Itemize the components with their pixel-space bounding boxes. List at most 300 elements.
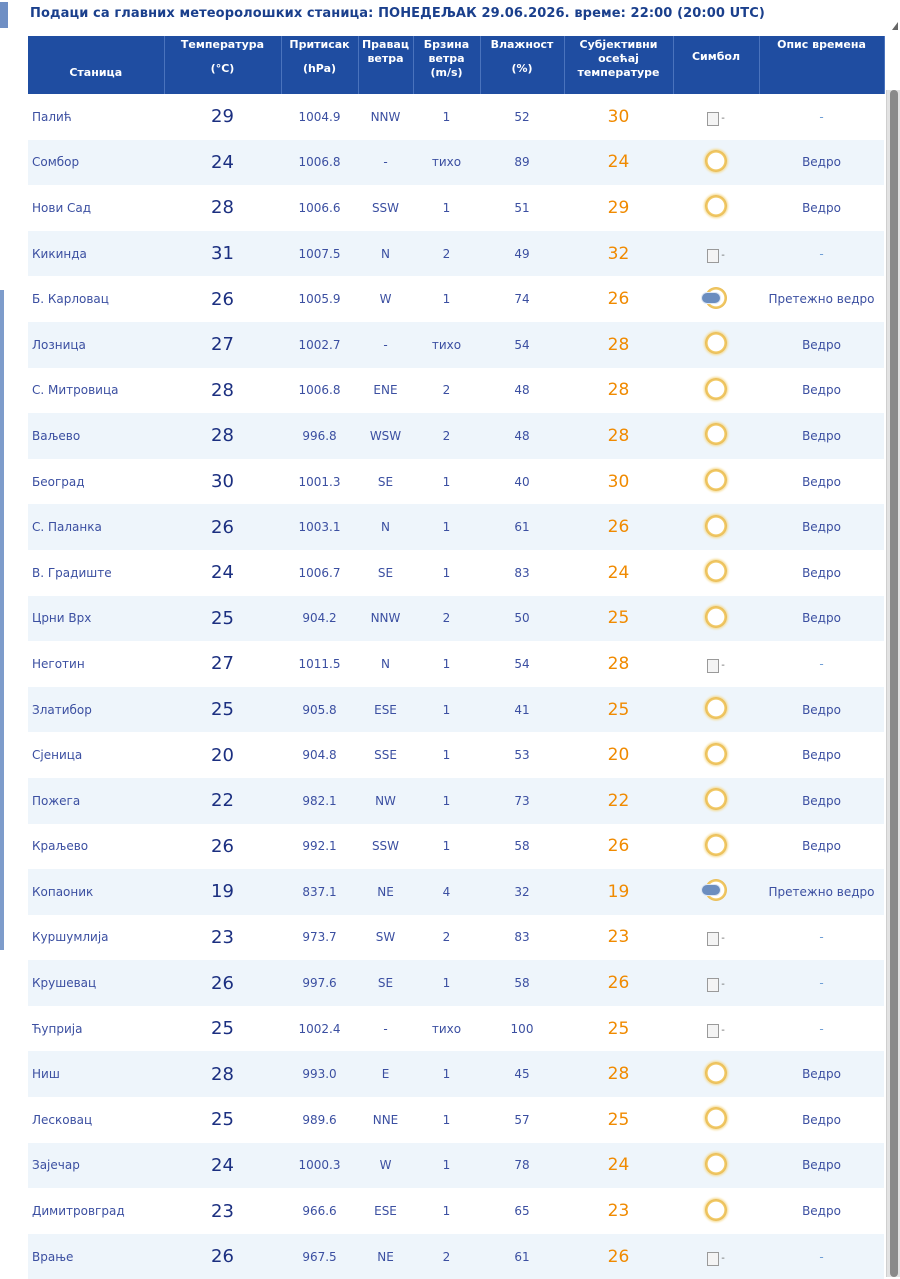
left-accent-bar-top — [0, 2, 8, 28]
feels-like-value: 32 — [564, 231, 673, 277]
humidity-value: 53 — [514, 748, 530, 763]
table-row — [28, 1097, 884, 1143]
wind-direction-value: - — [358, 140, 413, 186]
broken-image-icon: - — [707, 113, 725, 124]
temperature-value: 28 — [164, 413, 281, 459]
feels-like-value: 28 — [607, 380, 630, 401]
station-name: Сомбор — [28, 140, 164, 186]
station-name: С. Паланка — [28, 504, 164, 550]
wind-speed-value: 1 — [442, 109, 451, 124]
pressure-value: 982.1 — [281, 778, 358, 824]
wind-direction-value: SE — [358, 960, 413, 1006]
table-row — [28, 596, 884, 642]
humidity-value: 100 — [510, 1021, 534, 1036]
pressure-value: 837.1 — [281, 869, 358, 915]
humidity-value: 89 — [480, 140, 564, 186]
weather-description: Ведро — [802, 565, 841, 580]
wind-speed-value: 1 — [442, 200, 451, 215]
temperature-value: 25 — [164, 687, 281, 733]
feels-like-value: 25 — [564, 596, 673, 642]
table-row — [28, 185, 884, 231]
wind-speed-value: 1 — [442, 748, 451, 763]
temperature-value: 27 — [211, 653, 234, 675]
humidity-value: 52 — [514, 109, 530, 124]
humidity-value: 61 — [480, 504, 564, 550]
station-name: Ћуприја — [32, 1021, 83, 1036]
temperature-value: 28 — [211, 197, 234, 219]
wind-speed-value: 1 — [442, 474, 451, 489]
pressure-value: 905.8 — [281, 687, 358, 733]
symbol-cell — [673, 459, 759, 505]
humidity-value: 51 — [514, 200, 530, 215]
pressure-value: 997.6 — [281, 960, 358, 1006]
sun-icon — [705, 1199, 727, 1221]
feels-like-value: 26 — [607, 289, 630, 310]
symbol-cell — [673, 1234, 759, 1279]
feels-like-value: 26 — [564, 960, 673, 1006]
humidity-value: 58 — [514, 839, 530, 854]
humidity-value: 83 — [514, 930, 530, 945]
pressure-value: 904.2 — [281, 596, 358, 642]
table-header-row — [28, 36, 884, 94]
symbol-cell — [673, 185, 759, 231]
pressure-value: 1006.6 — [298, 200, 341, 215]
temperature-value: 28 — [211, 379, 234, 401]
pressure-value: 1004.9 — [298, 109, 341, 124]
table-row — [28, 140, 884, 186]
sun-icon — [705, 1062, 727, 1084]
station-name: Сјеница — [32, 748, 83, 763]
station-name: Пожега — [28, 778, 164, 824]
humidity-value: 54 — [480, 322, 564, 368]
wind-speed-value: 1 — [413, 1051, 480, 1097]
header-pressure: Притисак (hPa) — [281, 36, 358, 94]
header-wind-speed: Брзина ветра (m/s) — [413, 36, 480, 94]
temperature-value: 26 — [211, 835, 234, 857]
sun-icon — [705, 515, 727, 537]
weather-table — [28, 36, 885, 1279]
broken-image-icon: - — [707, 979, 725, 990]
table-row — [28, 413, 884, 459]
table-row — [28, 641, 884, 687]
temperature-value: 20 — [211, 744, 234, 766]
table-row — [28, 459, 884, 505]
sun-cloud-icon — [705, 879, 727, 901]
feels-like-value: 24 — [564, 1143, 673, 1189]
symbol-cell — [673, 140, 759, 186]
station-name: Лесковац — [32, 1112, 93, 1127]
station-name: Ниш — [28, 1051, 164, 1097]
wind-direction-value: SE — [377, 474, 394, 489]
table-row — [28, 276, 884, 322]
pressure-value: 904.8 — [302, 748, 337, 763]
wind-speed-value: 1 — [442, 839, 451, 854]
weather-description: - — [819, 656, 824, 671]
feels-like-value: 30 — [607, 106, 630, 127]
feels-like-value: 26 — [607, 836, 630, 857]
feels-like-value: 25 — [564, 687, 673, 733]
symbol-cell — [673, 915, 759, 961]
wind-direction-value: N — [358, 231, 413, 277]
symbol-cell — [673, 732, 759, 778]
station-name: Неготин — [32, 656, 85, 671]
sun-icon — [705, 1153, 727, 1175]
symbol-cell — [673, 1188, 759, 1234]
wind-speed-value: 2 — [413, 231, 480, 277]
scrollbar-track[interactable] — [886, 90, 900, 1277]
symbol-cell — [673, 231, 759, 277]
station-name: В. Градиште — [32, 565, 112, 580]
pressure-value: 1011.5 — [298, 656, 341, 671]
symbol-cell — [673, 1143, 759, 1189]
temperature-value: 24 — [164, 140, 281, 186]
weather-description: Ведро — [802, 474, 841, 489]
station-name: Београд — [32, 474, 85, 489]
wind-speed-value: 1 — [442, 656, 451, 671]
temperature-value: 24 — [211, 562, 234, 584]
table-row — [28, 231, 884, 277]
wind-speed-value: 1 — [413, 1143, 480, 1189]
table-row — [28, 368, 884, 414]
station-name: Крушевац — [28, 960, 164, 1006]
wind-speed-value: 4 — [413, 869, 480, 915]
symbol-cell — [673, 869, 759, 915]
wind-direction-value: NNW — [358, 596, 413, 642]
temperature-value: 26 — [164, 504, 281, 550]
sun-icon — [705, 606, 727, 628]
sun-icon — [705, 834, 727, 856]
table-row — [28, 960, 884, 1006]
wind-speed-value: 1 — [442, 565, 451, 580]
table-row — [28, 1188, 884, 1234]
weather-description: Ведро — [759, 140, 884, 186]
sun-icon — [705, 469, 727, 491]
weather-description: - — [759, 1234, 884, 1279]
station-name: Лозница — [28, 322, 164, 368]
wind-direction-value: N — [381, 656, 390, 671]
temperature-value: 27 — [164, 322, 281, 368]
pressure-value: 1002.7 — [281, 322, 358, 368]
symbol-cell — [673, 1006, 759, 1052]
temperature-value: 23 — [211, 926, 234, 948]
table-row — [28, 869, 884, 915]
station-name: Зајечар — [28, 1143, 164, 1189]
broken-image-icon: - — [707, 1253, 725, 1264]
temperature-value: 22 — [164, 778, 281, 824]
left-accent-bar — [0, 290, 4, 950]
pressure-value: 966.6 — [302, 1204, 337, 1219]
humidity-value: 73 — [480, 778, 564, 824]
temperature-value: 26 — [164, 960, 281, 1006]
feels-like-value: 19 — [564, 869, 673, 915]
feels-like-value: 23 — [607, 927, 630, 948]
wind-speed-value: 1 — [442, 1204, 451, 1219]
station-name: Б. Карловац — [32, 292, 109, 307]
sun-icon — [705, 150, 727, 172]
symbol-cell — [673, 596, 759, 642]
pressure-value: 967.5 — [281, 1234, 358, 1279]
symbol-cell — [673, 687, 759, 733]
feels-like-value: 28 — [564, 1051, 673, 1097]
pressure-value: 1005.9 — [298, 292, 341, 307]
sun-icon — [705, 423, 727, 445]
wind-direction-value: SW — [375, 930, 396, 945]
station-name: Кикинда — [28, 231, 164, 277]
humidity-value: 50 — [480, 596, 564, 642]
weather-description: Претежно ведро — [759, 869, 884, 915]
feels-like-value: 29 — [607, 197, 630, 218]
pressure-value: 1003.1 — [281, 504, 358, 550]
humidity-value: 48 — [514, 383, 530, 398]
weather-description: - — [759, 231, 884, 277]
scrollbar-thumb[interactable] — [890, 90, 898, 1277]
temperature-value: 26 — [211, 288, 234, 310]
station-name: Црни Врх — [28, 596, 164, 642]
wind-direction-value: ESE — [358, 687, 413, 733]
temperature-value: 23 — [211, 1200, 234, 1222]
broken-image-icon: - — [707, 933, 725, 944]
wind-direction-value: NE — [358, 1234, 413, 1279]
table-row — [28, 94, 884, 140]
temperature-value: 19 — [164, 869, 281, 915]
feels-like-value: 20 — [607, 745, 630, 766]
wind-direction-value: E — [358, 1051, 413, 1097]
table-row — [28, 824, 884, 870]
table-row — [28, 1006, 884, 1052]
wind-direction-value: SE — [377, 565, 394, 580]
weather-description: Ведро — [759, 322, 884, 368]
station-name: Куршумлија — [32, 930, 109, 945]
page-title: Подаци са главних метеоролошких станица: ПОНЕДЕЉАК 29.06.2026. време: 22:00 (20:00 UTC) — [30, 6, 765, 21]
weather-description: Ведро — [759, 687, 884, 733]
temperature-value: 26 — [164, 1234, 281, 1279]
weather-description: Ведро — [802, 1204, 841, 1219]
station-name: Палић — [32, 109, 72, 124]
feels-like-value: 22 — [564, 778, 673, 824]
temperature-value: 28 — [164, 1051, 281, 1097]
header-symbol: Симбол — [673, 36, 759, 94]
wind-direction-value: ENE — [373, 383, 398, 398]
feels-like-value: 26 — [564, 504, 673, 550]
feels-like-value: 25 — [607, 1109, 630, 1130]
weather-description: Ведро — [759, 1143, 884, 1189]
wind-direction-value: SSW — [371, 200, 400, 215]
pressure-value: 1002.4 — [298, 1021, 341, 1036]
humidity-value: 45 — [480, 1051, 564, 1097]
wind-direction-value: W — [358, 1143, 413, 1189]
temperature-value: 29 — [211, 106, 234, 128]
wind-speed-value: 1 — [442, 292, 451, 307]
table-row — [28, 732, 884, 778]
pressure-value: 1007.5 — [281, 231, 358, 277]
wind-direction-value: WSW — [358, 413, 413, 459]
table-row — [28, 550, 884, 596]
wind-speed-value: 1 — [413, 687, 480, 733]
wind-direction-value: NNE — [372, 1112, 399, 1127]
weather-description: - — [819, 930, 824, 945]
header-wind-direction: Правац ветра — [358, 36, 413, 94]
symbol-cell — [673, 322, 759, 368]
symbol-cell — [673, 94, 759, 140]
pressure-value: 993.0 — [281, 1051, 358, 1097]
pressure-value: 996.8 — [281, 413, 358, 459]
wind-speed-value: 1 — [413, 504, 480, 550]
weather-description: - — [819, 109, 824, 124]
symbol-cell — [673, 1051, 759, 1097]
station-name: Врање — [28, 1234, 164, 1279]
weather-description: Ведро — [802, 839, 841, 854]
temperature-value: 30 — [211, 471, 234, 493]
table-row — [28, 322, 884, 368]
wind-speed-value: тихо — [413, 140, 480, 186]
sun-icon — [705, 697, 727, 719]
station-name: Ваљево — [28, 413, 164, 459]
pressure-value: 1006.8 — [298, 383, 341, 398]
header-humidity: Влажност (%) — [480, 36, 564, 94]
header-feels-like: Субјективни осећај температуре — [564, 36, 673, 94]
symbol-cell — [673, 824, 759, 870]
pressure-value: 992.1 — [302, 839, 337, 854]
weather-description: Претежно ведро — [768, 292, 875, 307]
weather-description: Ведро — [759, 778, 884, 824]
feels-like-value: 24 — [607, 562, 630, 583]
sun-icon — [705, 195, 727, 217]
broken-image-icon: - — [707, 660, 725, 671]
wind-direction-value: NW — [358, 778, 413, 824]
pressure-value: 973.7 — [302, 930, 337, 945]
humidity-value: 48 — [480, 413, 564, 459]
sun-icon — [705, 743, 727, 765]
feels-like-value: 30 — [607, 471, 630, 492]
humidity-value: 49 — [480, 231, 564, 277]
wind-speed-value: 2 — [413, 1234, 480, 1279]
weather-description: Ведро — [802, 1112, 841, 1127]
humidity-value: 32 — [480, 869, 564, 915]
symbol-cell — [673, 413, 759, 459]
table-row — [28, 1143, 884, 1189]
wind-direction-value: SSE — [374, 748, 397, 763]
temperature-value: 31 — [164, 231, 281, 277]
humidity-value: 41 — [480, 687, 564, 733]
feels-like-value: 28 — [564, 322, 673, 368]
temperature-value: 25 — [164, 596, 281, 642]
table-row — [28, 915, 884, 961]
pressure-value: 1006.7 — [298, 565, 341, 580]
table-row — [28, 778, 884, 824]
humidity-value: 40 — [514, 474, 530, 489]
humidity-value: 54 — [514, 656, 530, 671]
station-name: Краљево — [32, 839, 89, 854]
sun-icon — [705, 560, 727, 582]
weather-description: Ведро — [759, 596, 884, 642]
wind-speed-value: 2 — [442, 930, 451, 945]
table-body — [28, 94, 884, 1279]
humidity-value: 61 — [480, 1234, 564, 1279]
weather-description: Ведро — [759, 413, 884, 459]
symbol-cell — [673, 1097, 759, 1143]
sun-icon — [705, 378, 727, 400]
weather-description: Ведро — [802, 383, 841, 398]
header-temperature: Температура (°C) — [164, 36, 281, 94]
station-name: Копаоник — [28, 869, 164, 915]
sun-icon — [705, 332, 727, 354]
feels-like-value: 24 — [564, 140, 673, 186]
symbol-cell — [673, 276, 759, 322]
sun-icon — [705, 1107, 727, 1129]
feels-like-value: 28 — [564, 413, 673, 459]
weather-description: Ведро — [802, 200, 841, 215]
wind-speed-value: 2 — [442, 383, 451, 398]
table-row — [28, 504, 884, 550]
station-name: С. Митровица — [32, 383, 119, 398]
symbol-cell — [673, 960, 759, 1006]
wind-direction-value: NNW — [370, 109, 401, 124]
weather-description: Ведро — [759, 504, 884, 550]
feels-like-value: 28 — [607, 653, 630, 674]
symbol-cell — [673, 504, 759, 550]
weather-description: Ведро — [802, 748, 841, 763]
humidity-value: 57 — [514, 1112, 530, 1127]
wind-direction-value: NE — [358, 869, 413, 915]
pressure-value: 1001.3 — [298, 474, 341, 489]
wind-direction-value: - — [358, 322, 413, 368]
station-name: Златибор — [28, 687, 164, 733]
table-row — [28, 1051, 884, 1097]
wind-direction-value: N — [358, 504, 413, 550]
wind-speed-value: 1 — [413, 960, 480, 1006]
symbol-cell — [673, 550, 759, 596]
sun-cloud-icon — [705, 287, 727, 309]
temperature-value: 25 — [211, 1109, 234, 1131]
temperature-value: 25 — [211, 1018, 234, 1040]
humidity-value: 78 — [480, 1143, 564, 1189]
sun-icon — [705, 788, 727, 810]
wind-direction-value: W — [379, 292, 392, 307]
wind-speed-value: 2 — [413, 413, 480, 459]
pressure-value: 1006.8 — [281, 140, 358, 186]
humidity-value: 65 — [514, 1204, 530, 1219]
station-name: Димитровград — [32, 1204, 125, 1219]
feels-like-value: 26 — [564, 1234, 673, 1279]
weather-description: - — [819, 1021, 824, 1036]
table-row — [28, 1234, 884, 1279]
wind-speed-value: 2 — [413, 596, 480, 642]
weather-description: - — [759, 960, 884, 1006]
wind-speed-value: тихо — [431, 1021, 462, 1036]
wind-speed-value: 1 — [413, 778, 480, 824]
wind-direction-value: SSW — [371, 839, 400, 854]
humidity-value: 58 — [480, 960, 564, 1006]
station-name: Нови Сад — [32, 200, 92, 215]
symbol-cell — [673, 368, 759, 414]
weather-description: Ведро — [759, 1051, 884, 1097]
humidity-value: 74 — [514, 292, 530, 307]
pressure-value: 1000.3 — [281, 1143, 358, 1189]
wind-direction-value: ESE — [374, 1204, 397, 1219]
humidity-value: 83 — [514, 565, 530, 580]
temperature-value: 24 — [164, 1143, 281, 1189]
scroll-up-arrow-icon[interactable] — [892, 22, 898, 30]
broken-image-icon: - — [707, 250, 725, 261]
wind-speed-value: 1 — [442, 1112, 451, 1127]
header-description: Опис времена — [759, 36, 884, 94]
wind-direction-value: - — [383, 1021, 388, 1036]
wind-speed-value: тихо — [413, 322, 480, 368]
pressure-value: 989.6 — [302, 1112, 337, 1127]
broken-image-icon: - — [707, 1025, 725, 1036]
symbol-cell — [673, 641, 759, 687]
header-station: Станица — [28, 36, 164, 94]
